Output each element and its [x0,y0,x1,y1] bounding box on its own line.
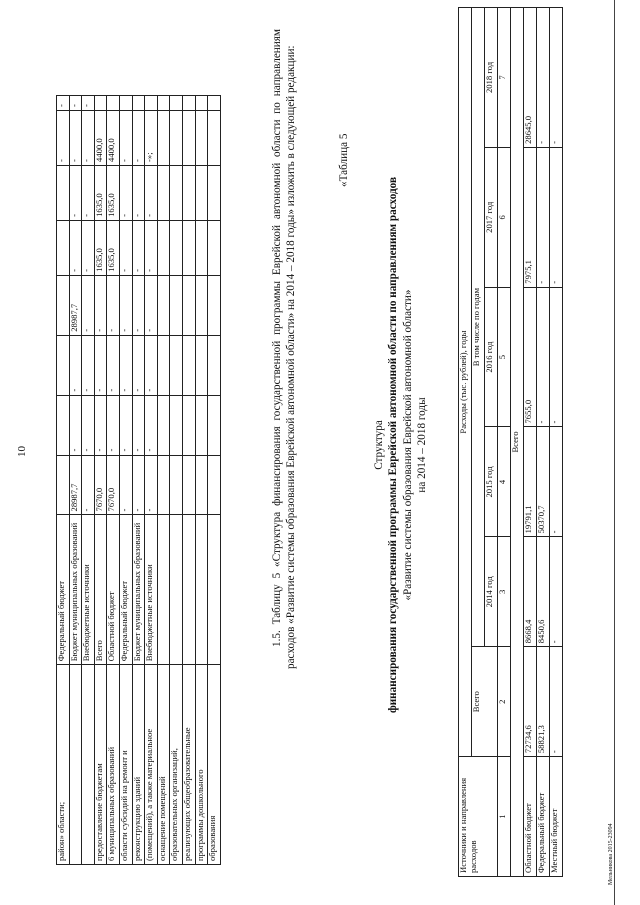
value-cell: - [119,455,132,515]
row-source: Бюджет муниципальных образований [132,515,145,665]
value-cell: - [132,395,145,455]
table-row [57,96,70,865]
value-cell [195,111,208,166]
row-measure: реализующих общеобразовательные [182,665,195,865]
heading-line: «Развитие системы образования Еврейской автономной области» [401,289,414,601]
row-source: Федеральный бюджет [119,515,132,665]
value-cell [157,111,170,166]
column-number: 2 [498,647,511,757]
row-source: Бюджет муниципальных образований [69,515,82,665]
value-cell: - [94,275,107,335]
value-cell: 19791,1 [524,427,537,537]
value-cell [182,455,195,515]
value-cell [182,335,195,395]
column-number: 6 [498,147,511,287]
row-source: Федеральный бюджет [537,757,550,877]
value-cell: - [69,111,82,166]
table-row [107,96,120,865]
value-cell [157,220,170,275]
value-cell [157,275,170,335]
value-cell: - [119,395,132,455]
value-cell: - [69,335,82,395]
table-heading [372,105,430,785]
row-source: Областной бюджет [524,757,537,877]
value-cell: - [132,220,145,275]
value-cell [57,455,70,515]
row-measure: предоставление бюджетам [94,665,107,865]
value-cell [170,395,183,455]
amendment-paragraph [270,29,299,669]
value-cell: - [550,427,563,537]
value-cell [170,111,183,166]
value-cell: -»; [145,111,158,166]
row-measure: образовательных организаций, [170,665,183,865]
value-cell [182,395,195,455]
margin-line [614,0,615,905]
section-label: Всего [511,8,524,877]
value-cell: 1635,0 [107,165,120,220]
value-cell: - [107,395,120,455]
value-cell: - [94,335,107,395]
value-cell [170,96,183,111]
value-cell: - [107,275,120,335]
value-cell: - [132,455,145,515]
table-row [550,8,563,877]
row-source: Местный бюджет [550,757,563,877]
value-cell: - [537,287,550,427]
value-cell: 8450,6 [537,537,550,647]
value-cell [157,165,170,220]
table-row [94,96,107,865]
value-cell: - [82,165,95,220]
value-cell: - [119,111,132,166]
table-row [170,96,183,865]
year-header: 2017 год [485,147,498,287]
table-row [145,96,158,865]
row-measure [82,665,95,865]
value-cell [208,111,221,166]
row-measure: (помещений), а также материальное [145,665,158,865]
value-cell [182,96,195,111]
value-cell [182,220,195,275]
value-cell: - [132,335,145,395]
value-cell: - [132,165,145,220]
column-number: 3 [498,537,511,647]
value-cell: - [57,111,70,166]
value-cell [57,335,70,395]
program-table-continued [56,95,221,865]
value-cell [157,455,170,515]
value-cell: - [69,165,82,220]
header-incl: В том числе по годам [472,8,485,647]
value-cell: 1635,0 [107,220,120,275]
row-source [182,515,195,665]
value-cell [182,111,195,166]
value-cell: - [145,165,158,220]
value-cell: - [69,96,82,111]
heading-line: на 2014 – 2018 годы [416,397,429,493]
row-measure: области субсидий на ремонт и [119,665,132,865]
value-cell [195,96,208,111]
header-source: Источники и направления расходов [459,757,498,877]
value-cell: - [145,275,158,335]
value-cell: - [69,395,82,455]
table-row [195,96,208,865]
table-row [157,96,170,865]
value-cell: - [119,220,132,275]
value-cell: - [132,275,145,335]
value-cell: - [550,537,563,647]
value-cell [208,275,221,335]
row-source: Внебюджетные источники [145,515,158,665]
row-source: Областной бюджет [107,515,120,665]
value-cell [170,455,183,515]
value-cell: - [550,147,563,287]
table-label: «Таблица 5 [338,133,350,187]
value-cell: - [119,275,132,335]
value-cell: 72734,6 [524,647,537,757]
header-expenses: Расходы (тыс. рублей), годы [459,8,472,757]
row-measure: 6 муниципальных образований [107,665,120,865]
value-cell [157,395,170,455]
value-cell [208,96,221,111]
value-cell [195,220,208,275]
row-source: Всего [94,515,107,665]
column-number: 4 [498,427,511,537]
value-cell [195,455,208,515]
value-cell [195,335,208,395]
column-number: 5 [498,287,511,427]
year-header: 2018 год [485,8,498,148]
heading-line: Структура [373,420,385,470]
row-source [157,515,170,665]
row-measure [69,665,82,865]
value-cell [57,395,70,455]
value-cell [57,220,70,275]
value-cell: 58821,3 [537,647,550,757]
value-cell [119,96,132,111]
value-cell: - [119,335,132,395]
row-source [208,515,221,665]
value-cell [170,220,183,275]
year-header: 2014 год [485,537,498,647]
value-cell [157,335,170,395]
value-cell: 28987,7 [69,455,82,515]
value-cell: 7655,0 [524,287,537,427]
row-measure: программы дошкольного [195,665,208,865]
value-cell [208,165,221,220]
value-cell [132,96,145,111]
value-cell: 28645,0 [524,8,537,148]
value-cell: - [537,147,550,287]
value-cell: - [82,455,95,515]
value-cell [195,165,208,220]
value-cell: 50370,7 [537,427,550,537]
value-cell [170,335,183,395]
value-cell: 7670,0 [94,455,107,515]
value-cell: - [82,335,95,395]
value-cell: 1635,0 [94,220,107,275]
value-cell: - [82,111,95,166]
value-cell [157,96,170,111]
value-cell: - [537,8,550,148]
value-cell [57,165,70,220]
value-cell: - [69,220,82,275]
value-cell: - [82,275,95,335]
column-number: 7 [498,8,511,148]
heading-line: финансирования государственной программы Еврейской автономной области по направлениям расходов [387,176,400,714]
value-cell [208,335,221,395]
row-source: Внебюджетные источники [82,515,95,665]
value-cell: - [94,395,107,455]
value-cell: - [550,287,563,427]
row-source [170,515,183,665]
value-cell: 1635,0 [94,165,107,220]
value-cell: - [57,96,70,111]
paragraph-text: 1.5. Таблицу 5 «Структура финансирования государственной программы Еврейской автономной области по направлениям расходов «Развитие системы образования Еврейской автономной области» на 2014 – 2018 годы» изложить в следующей редакции: [271,29,298,669]
value-cell [94,96,107,111]
table-row [537,8,550,877]
row-measure: оснащение помещений [157,665,170,865]
table-row [119,96,132,865]
value-cell: 7975,1 [524,147,537,287]
row-source [195,515,208,665]
value-cell [107,96,120,111]
value-cell: 7670,0 [107,455,120,515]
value-cell [145,96,158,111]
table-row [182,96,195,865]
row-measure: район» области; [57,665,70,865]
table-row [208,96,221,865]
value-cell: - [145,220,158,275]
value-cell: 4400,0 [94,111,107,166]
value-cell: - [145,395,158,455]
value-cell [195,395,208,455]
value-cell [57,275,70,335]
value-cell [208,395,221,455]
header-total: Всего [472,647,498,757]
table-row [524,8,537,877]
financing-structure-table [458,7,563,877]
value-cell [195,275,208,335]
value-cell: - [82,220,95,275]
table-row [132,96,145,865]
page-number: 10 [16,446,28,457]
value-cell [182,275,195,335]
value-cell: - [145,335,158,395]
table-row [69,96,82,865]
value-cell: 28987,7 [69,275,82,335]
year-header: 2016 год [485,287,498,427]
table-row [82,96,95,865]
value-cell: - [550,647,563,757]
value-cell: - [132,111,145,166]
value-cell: 4400,0 [107,111,120,166]
value-cell [170,165,183,220]
column-number: 1 [498,757,511,877]
row-measure: реконструкцию зданий [132,665,145,865]
value-cell [208,220,221,275]
row-source: Федеральный бюджет [57,515,70,665]
value-cell: - [119,165,132,220]
value-cell: 8668,4 [524,537,537,647]
value-cell: - [550,8,563,148]
value-cell: - [82,395,95,455]
footer-code: Мельникова 2015-23094 [608,823,614,885]
row-measure: образования [208,665,221,865]
value-cell: - [107,335,120,395]
value-cell [208,455,221,515]
value-cell [170,275,183,335]
value-cell: - [82,96,95,111]
value-cell: - [145,455,158,515]
value-cell [182,165,195,220]
year-header: 2015 год [485,427,498,537]
